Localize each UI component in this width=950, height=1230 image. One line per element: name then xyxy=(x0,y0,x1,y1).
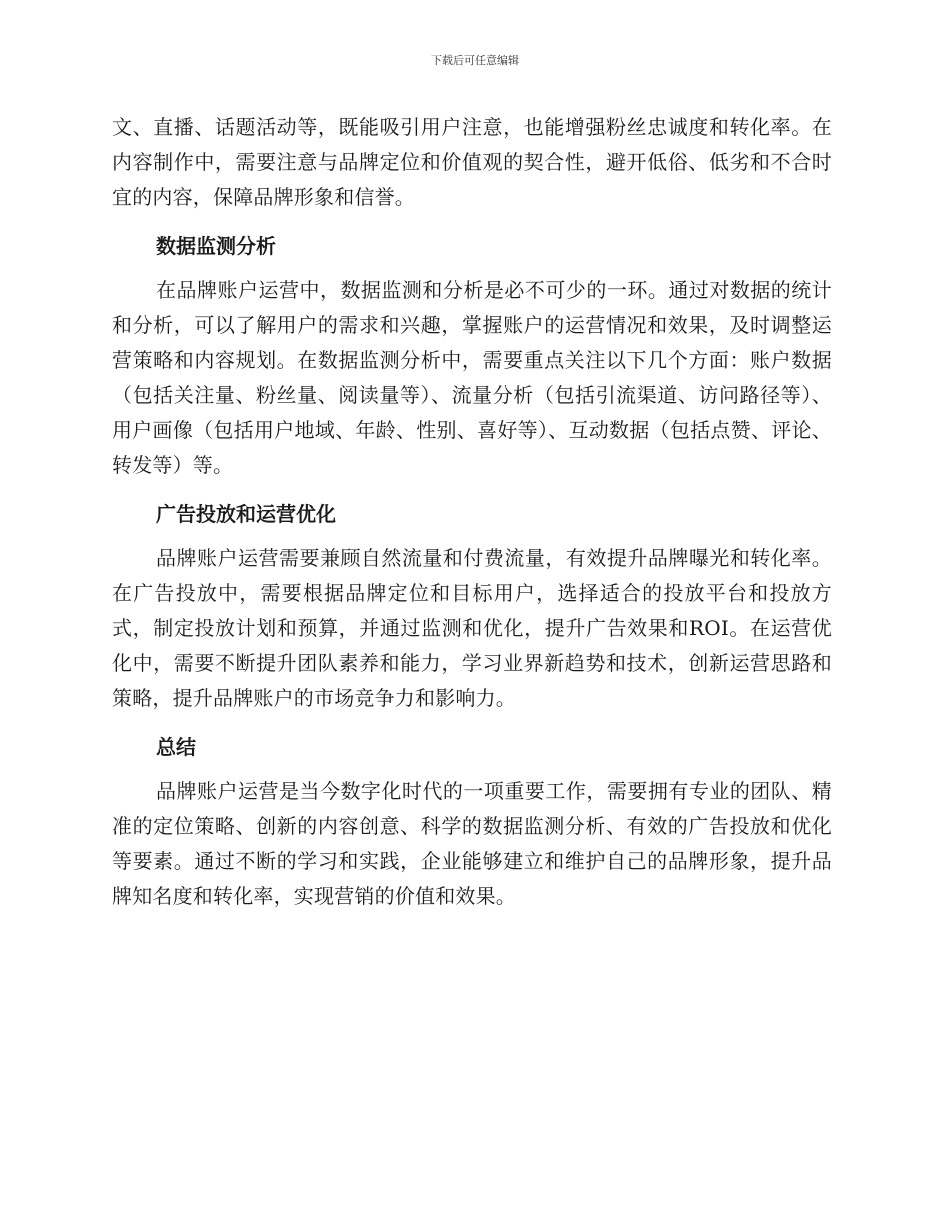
section-heading-ad-optimization: 广告投放和运营优化 xyxy=(156,502,336,526)
document-body xyxy=(112,110,832,914)
paragraph-summary: 品牌账户运营是当今数字化时代的一项重要工作，需要拥有专业的团队、精准的定位策略、创新的内容创意、科学的数据监测分析、有效的广告投放和优化等要素。通过不断的学习和实践，企业能够建立和维护自己的品牌形象，提升品牌知名度和转化率，实现营销的价值和效果。 xyxy=(112,779,832,908)
page-header: 下载后可任意编辑 xyxy=(431,54,519,67)
paragraph-continuation: 文、直播、话题活动等，既能吸引用户注意，也能增强粉丝忠诚度和转化率。在内容制作中，需要注意与品牌定位和价值观的契合性，避开低俗、低劣和不合时宜的内容，保障品牌形象和信誉。 xyxy=(112,115,832,209)
section-heading-summary: 总结 xyxy=(156,735,196,759)
paragraph-data-monitoring: 在品牌账户运营中，数据监测和分析是必不可少的一环。通过对数据的统计和分析，可以了解用户的需求和兴趣，掌握账户的运营情况和效果，及时调整运营策略和内容规划。在数据监测分析中，需要重点关注以下几个方面：账户数据（包括关注量、粉丝量、阅读量等）、流量分析（包括引流渠道、访问路径等）、用户画像（包括用户地域、年龄、性别、喜好等）、互动数据（包括点赞、评论、转发等）等。 xyxy=(112,278,832,477)
paragraph-ad-optimization: 品牌账户运营需要兼顾自然流量和付费流量，有效提升品牌曝光和转化率。在广告投放中，需要根据品牌定位和目标用户，选择适合的投放平台和投放方式，制定投放计划和预算，并通过监测和优化，提升广告效果和ROI。在运营优化中，需要不断提升团队素养和能力，学习业界新趋势和技术，创新运营思路和策略，提升品牌账户的市场竞争力和影响力。 xyxy=(112,546,832,710)
section-heading-data-monitoring: 数据监测分析 xyxy=(156,234,276,258)
